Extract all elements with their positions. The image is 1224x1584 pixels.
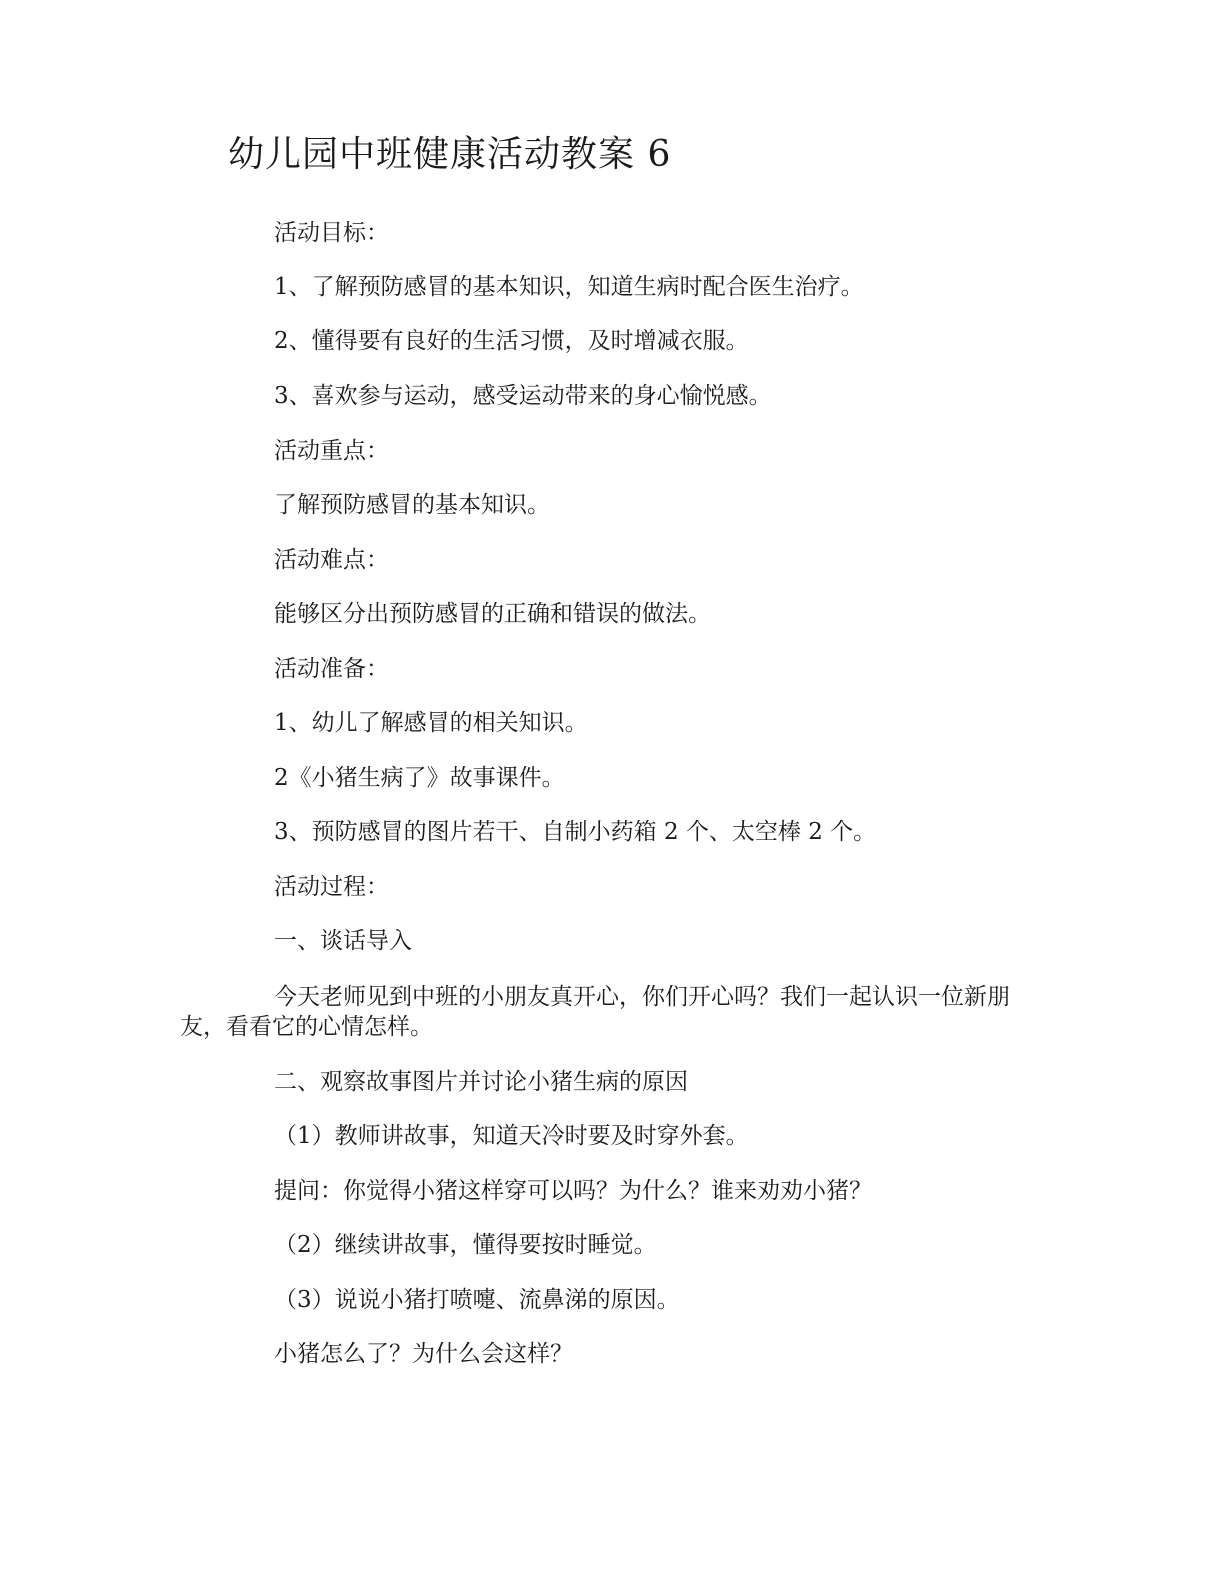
preparation-item-3: 3、预防感冒的图片若干、自制小药箱 2 个、太空棒 2 个。 (274, 819, 877, 845)
document-title: 幼儿园中班健康活动教案 6 (228, 134, 672, 175)
section-heading-preparation: 活动准备： (274, 656, 389, 682)
process-step-1-heading: 一、谈话导入 (274, 928, 412, 954)
process-question-2: 小猪怎么了？为什么会这样？ (274, 1341, 573, 1367)
goal-item-1: 1、了解预防感冒的基本知识，知道生病时配合医生治疗。 (274, 274, 864, 300)
process-substep-2: （2）继续讲故事，懂得要按时睡觉。 (274, 1232, 657, 1258)
preparation-item-2: 2《小猪生病了》故事课件。 (274, 765, 565, 791)
key-point-text: 了解预防感冒的基本知识。 (274, 492, 550, 518)
process-step-1-text: 今天老师见到中班的小朋友真开心，你们开心吗？我们一起认识一位新朋友，看看它的心情怎样。 (180, 984, 1010, 1040)
difficulty-text: 能够区分出预防感冒的正确和错误的做法。 (274, 601, 711, 627)
process-substep-1: （1）教师讲故事，知道天冷时要及时穿外套。 (274, 1123, 749, 1149)
section-heading-key-points: 活动重点： (274, 438, 389, 464)
section-heading-goals: 活动目标： (274, 220, 389, 246)
preparation-item-1: 1、幼儿了解感冒的相关知识。 (274, 710, 588, 736)
goal-item-2: 2、懂得要有良好的生活习惯，及时增减衣服。 (274, 328, 749, 354)
goal-item-3: 3、喜欢参与运动，感受运动带来的身心愉悦感。 (274, 383, 772, 409)
section-heading-difficulty: 活动难点： (274, 547, 389, 573)
process-question-1: 提问：你觉得小猪这样穿可以吗？为什么？谁来劝劝小猪？ (274, 1178, 872, 1204)
process-step-2-heading: 二、观察故事图片并讨论小猪生病的原因 (274, 1069, 688, 1095)
process-substep-3: （3）说说小猪打喷嚏、流鼻涕的原因。 (274, 1287, 680, 1313)
section-heading-process: 活动过程： (274, 874, 389, 900)
